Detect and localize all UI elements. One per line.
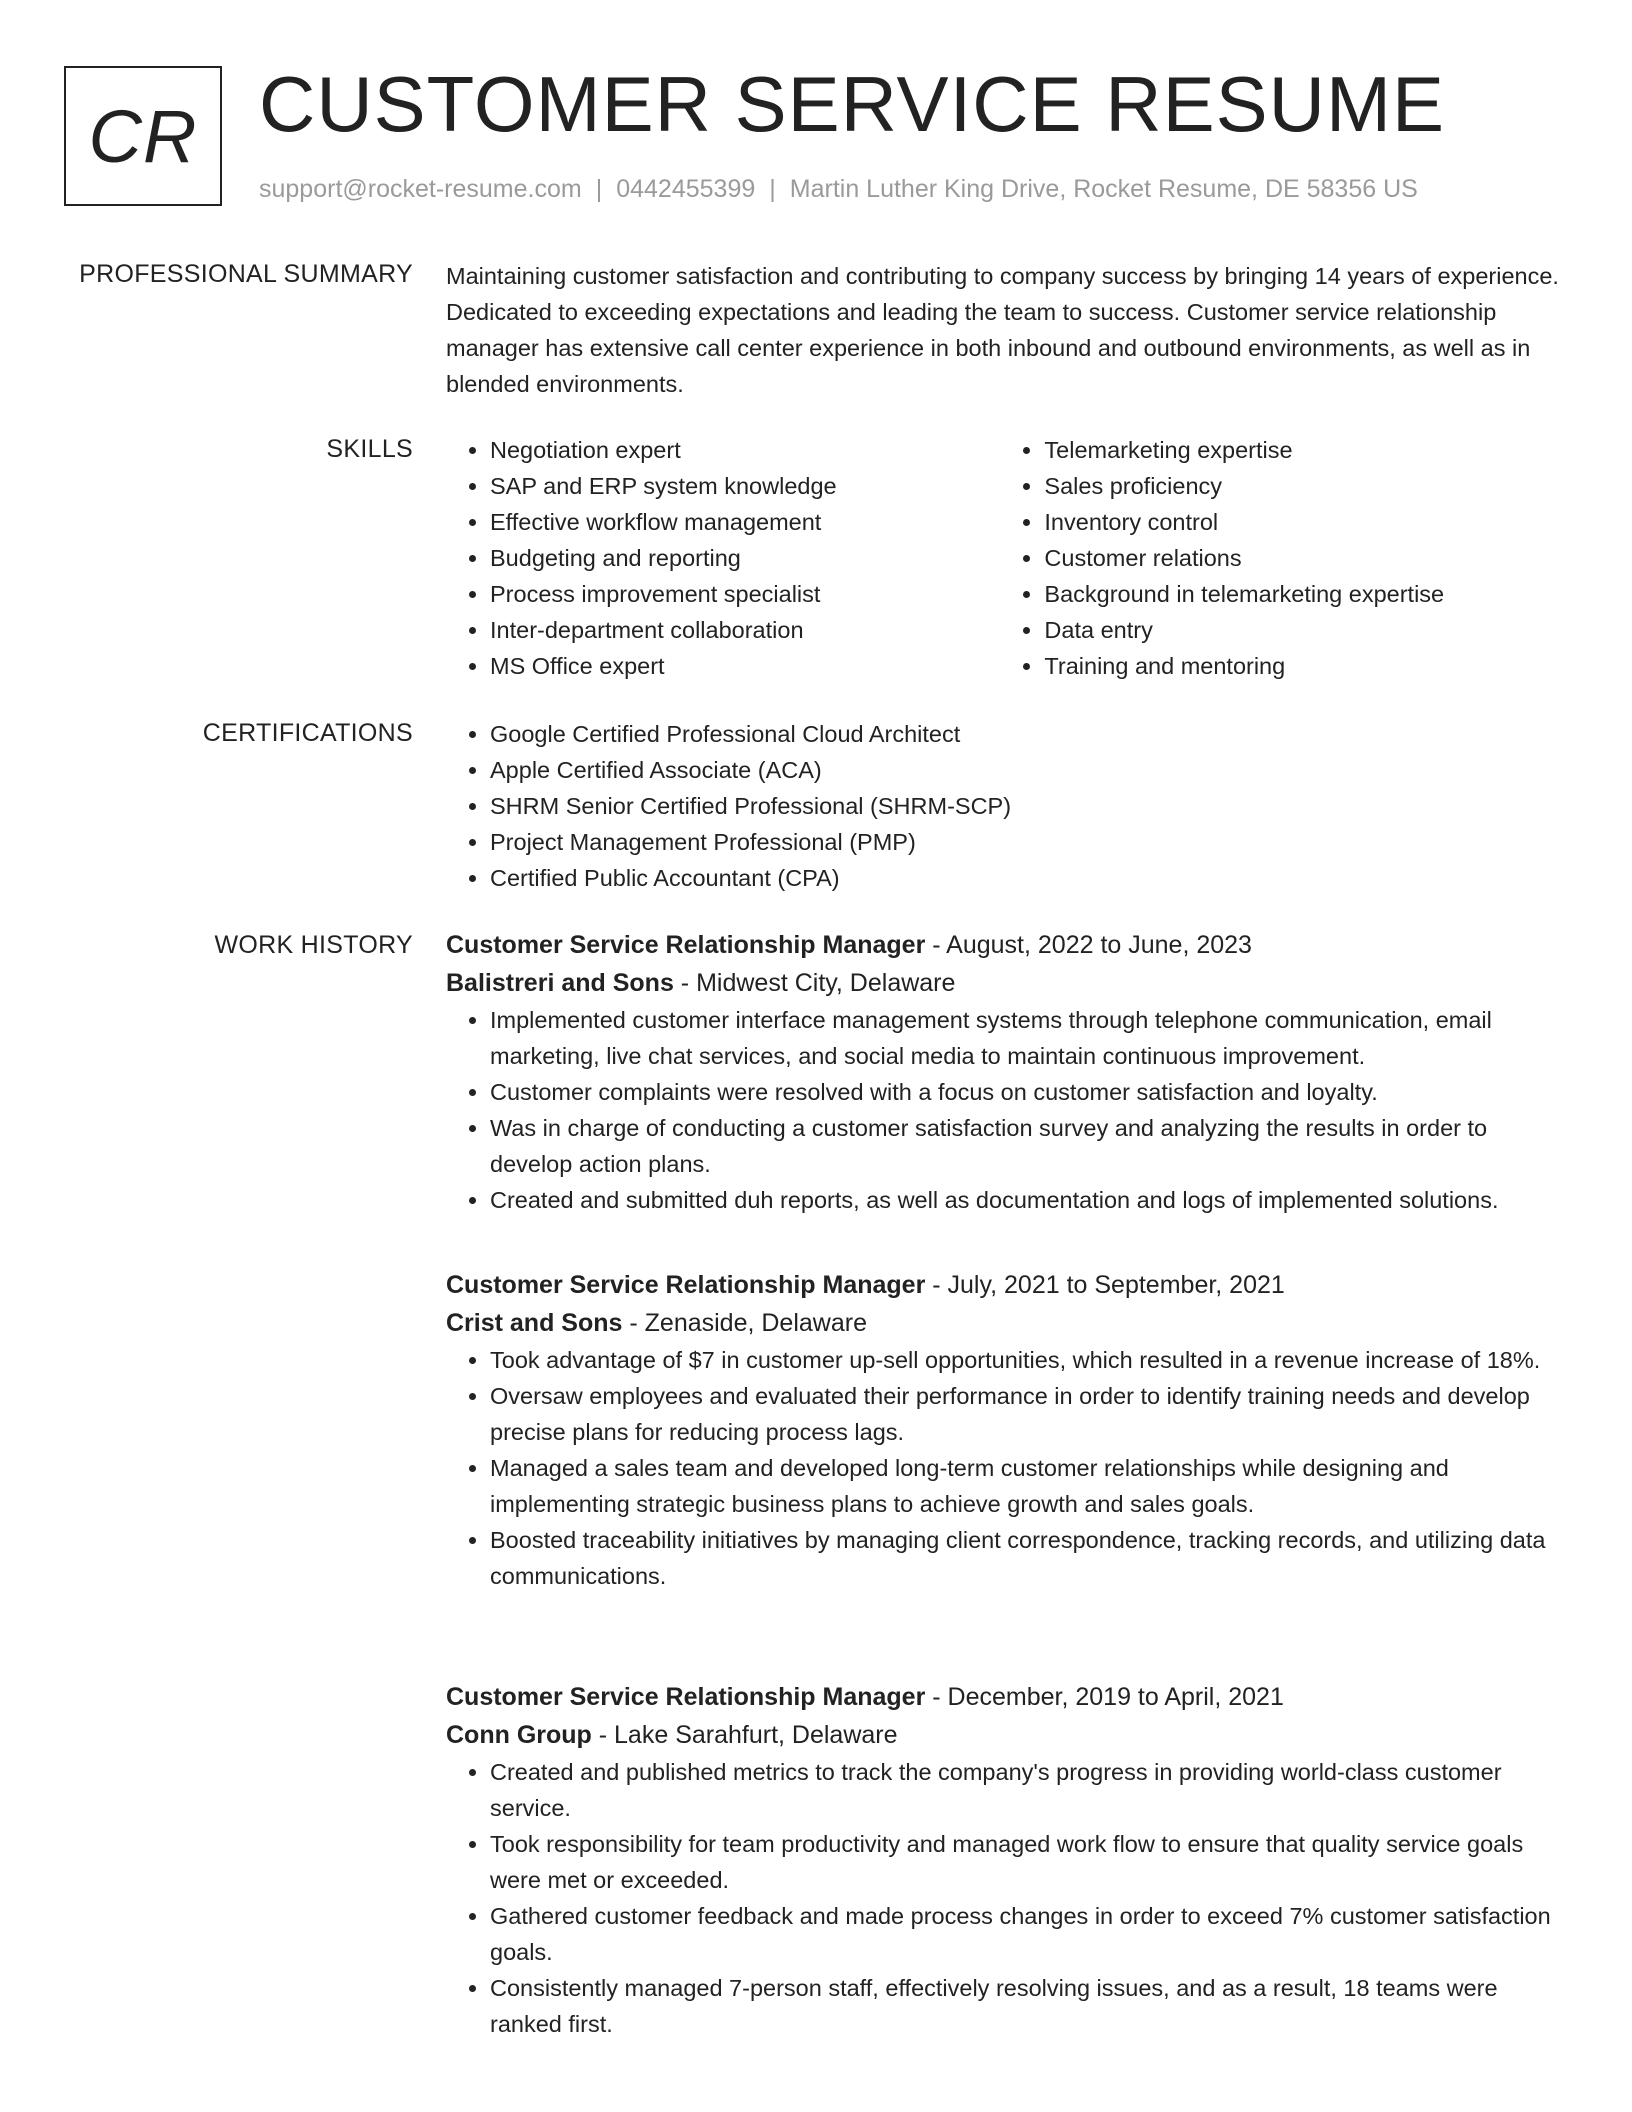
job-bullet: • Took advantage of $7 in customer up-sell opportunities, which resulted in a revenue increase of 18%. bbox=[490, 1342, 1566, 1378]
job-location: Lake Sarahfurt, Delaware bbox=[614, 1721, 898, 1749]
contact-separator: | bbox=[595, 175, 603, 203]
job-bullet: • Took responsibility for team productivity and managed work flow to ensure that quality service goals were met or exceeded. bbox=[490, 1826, 1566, 1898]
job-bullet: • Consistently managed 7-person staff, effectively resolving issues, and as a result, 18 teams were ranked first. bbox=[490, 1970, 1566, 2042]
job-title: Customer Service Relationship Manager bbox=[446, 1271, 926, 1299]
job-title-line: Customer Service Relationship Manager - August, 2022 to June, 2023 bbox=[446, 931, 1252, 959]
job-bullet: • Managed a sales team and developed long-term customer relationships while designing and implementing strategic business plans to achieve growth and sales goals. bbox=[490, 1450, 1566, 1522]
certification-item: • Google Certified Professional Cloud Architect bbox=[490, 716, 1566, 752]
skill-item: • Customer relations bbox=[1044, 540, 1566, 576]
certification-item: • Apple Certified Associate (ACA) bbox=[490, 752, 1566, 788]
job-company: Crist and Sons bbox=[446, 1309, 623, 1337]
job-bullets bbox=[446, 1002, 1566, 1218]
certification-item: • Project Management Professional (PMP) bbox=[490, 824, 1566, 860]
skill-item: • Inventory control bbox=[1044, 504, 1566, 540]
skill-item: • Data entry bbox=[1044, 612, 1566, 648]
skills-grid bbox=[446, 432, 1566, 684]
skills-content bbox=[446, 432, 1566, 684]
section-label-work-history: WORK HISTORY bbox=[214, 931, 413, 959]
job-bullets bbox=[446, 1754, 1566, 2042]
job-entry bbox=[446, 926, 1566, 1218]
job-bullet: • Oversaw employees and evaluated their performance in order to identify training needs and develop precise plans for reducing process lags. bbox=[490, 1378, 1566, 1450]
job-bullet: • Boosted traceability initiatives by managing client correspondence, tracking records, and utilizing data communications. bbox=[490, 1522, 1566, 1594]
job-company-line: Crist and Sons - Zenaside, Delaware bbox=[446, 1309, 867, 1337]
skill-item: • MS Office expert bbox=[490, 648, 1000, 684]
job-bullet: • Created and published metrics to track the company's progress in providing world-class customer service. bbox=[490, 1754, 1566, 1826]
job-title-line: Customer Service Relationship Manager - December, 2019 to April, 2021 bbox=[446, 1683, 1284, 1711]
job-location: Midwest City, Delaware bbox=[696, 969, 956, 997]
contact-phone: 0442455399 bbox=[616, 175, 756, 203]
contact-email: support@rocket-resume.com bbox=[259, 175, 582, 203]
job-location: Zenaside, Delaware bbox=[644, 1309, 867, 1337]
job-company: Balistreri and Sons bbox=[446, 969, 674, 997]
skill-item: • Telemarketing expertise bbox=[1044, 432, 1566, 468]
section-label-summary: PROFESSIONAL SUMMARY bbox=[79, 260, 413, 288]
job-title: Customer Service Relationship Manager bbox=[446, 931, 926, 959]
monogram-badge: CR bbox=[64, 66, 222, 206]
skills-list-left bbox=[446, 432, 1000, 684]
contact-separator: | bbox=[769, 175, 776, 203]
job-bullet: • Created and submitted duh reports, as well as documentation and logs of implemented solutions. bbox=[490, 1182, 1566, 1218]
skill-item: • Training and mentoring bbox=[1044, 648, 1566, 684]
contact-line bbox=[259, 172, 1418, 206]
section-label-skills: SKILLS bbox=[326, 435, 413, 463]
skill-item: • Negotiation expert bbox=[490, 432, 1000, 468]
job-bullet: • Customer complaints were resolved with a focus on customer satisfaction and loyalty. bbox=[490, 1074, 1566, 1110]
job-dates: August, 2022 to June, 2023 bbox=[946, 931, 1252, 959]
certification-item: • Certified Public Accountant (CPA) bbox=[490, 860, 1566, 896]
certification-item: • SHRM Senior Certified Professional (SHRM-SCP) bbox=[490, 788, 1566, 824]
summary-text: Maintaining customer satisfaction and contributing to company success by bringing 14 years of experience. Dedicated to exceeding expectations and leading the team to success. Customer service relationship manager has extensive call center experience in both inbound and outbound environments, as well as in blended environments. bbox=[446, 263, 1559, 397]
job-company-line: Conn Group - Lake Sarahfurt, Delaware bbox=[446, 1721, 898, 1749]
certifications-content bbox=[446, 716, 1566, 896]
job-dates: July, 2021 to September, 2021 bbox=[947, 1271, 1285, 1299]
skill-item: • Sales proficiency bbox=[1044, 468, 1566, 504]
job-dates: December, 2019 to April, 2021 bbox=[947, 1683, 1284, 1711]
job-bullet: • Was in charge of conducting a customer satisfaction survey and analyzing the results in order to develop action plans. bbox=[490, 1110, 1566, 1182]
resume-title: CUSTOMER SERVICE RESUME bbox=[259, 60, 1445, 148]
job-entry bbox=[446, 1678, 1566, 2042]
certifications-list bbox=[446, 716, 1566, 896]
skill-item: • Background in telemarketing expertise bbox=[1044, 576, 1566, 612]
job-title-line: Customer Service Relationship Manager - July, 2021 to September, 2021 bbox=[446, 1271, 1285, 1299]
skills-list-right bbox=[1000, 432, 1566, 684]
job-bullet: • Implemented customer interface management systems through telephone communication, email marketing, live chat services, and social media to maintain continuous improvement. bbox=[490, 1002, 1566, 1074]
job-bullet: • Gathered customer feedback and made process changes in order to exceed 7% customer satisfaction goals. bbox=[490, 1898, 1566, 1970]
section-label-certifications: CERTIFICATIONS bbox=[202, 719, 413, 747]
job-title: Customer Service Relationship Manager bbox=[446, 1683, 926, 1711]
contact-address: Martin Luther King Drive, Rocket Resume, DE 58356 US bbox=[789, 175, 1418, 203]
job-company-line: Balistreri and Sons - Midwest City, Delaware bbox=[446, 969, 956, 997]
summary-content bbox=[446, 258, 1566, 402]
skill-item: • Inter-department collaboration bbox=[490, 612, 1000, 648]
skill-item: • SAP and ERP system knowledge bbox=[490, 468, 1000, 504]
skill-item: • Budgeting and reporting bbox=[490, 540, 1000, 576]
job-company: Conn Group bbox=[446, 1721, 592, 1749]
skill-item: • Effective workflow management bbox=[490, 504, 1000, 540]
skill-item: • Process improvement specialist bbox=[490, 576, 1000, 612]
job-entry bbox=[446, 1266, 1566, 1594]
job-bullets bbox=[446, 1342, 1566, 1594]
